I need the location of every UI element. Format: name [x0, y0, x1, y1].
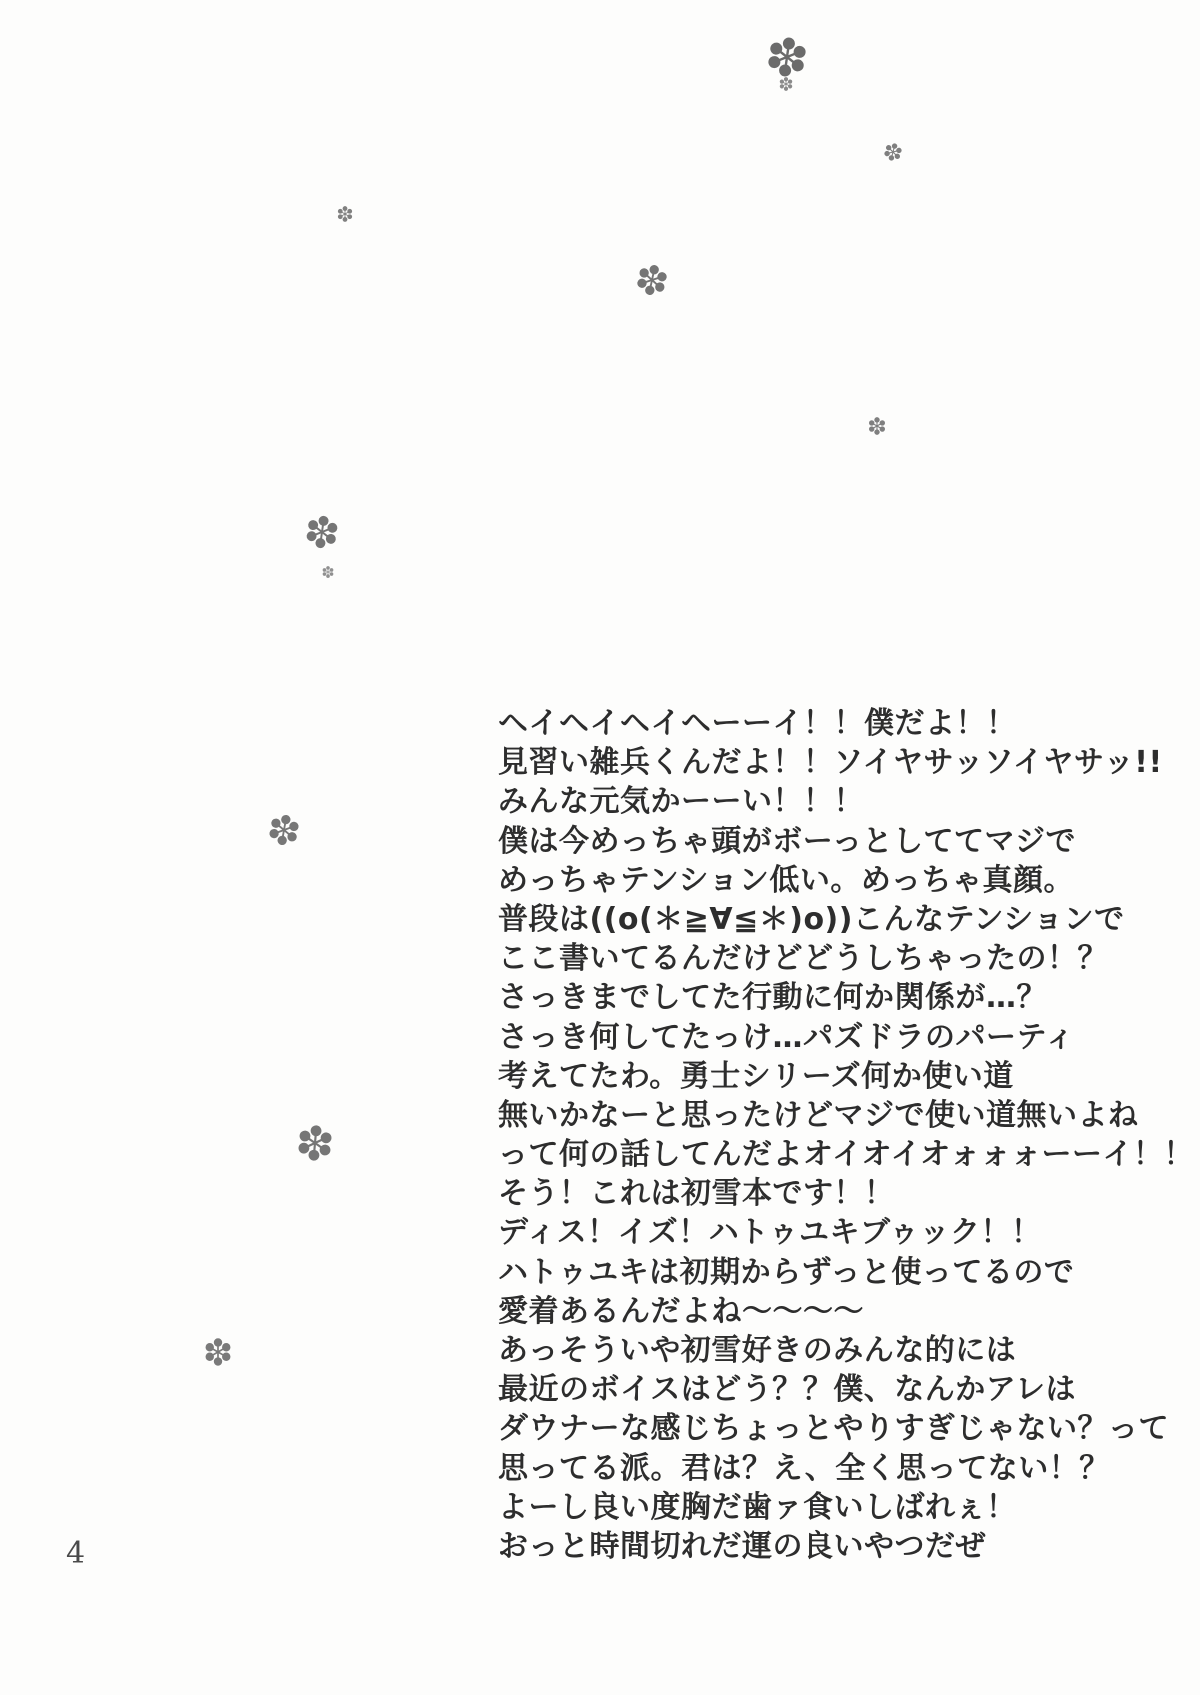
- afterword-line: そう！これは初雪本です！！: [498, 1176, 895, 1212]
- afterword-line: さっきまでしてた行動に何か関係が…？: [498, 980, 1047, 1016]
- snowflake-icon: [306, 516, 339, 549]
- afterword-line: みんな元気かーーい！！！: [498, 784, 864, 820]
- afterword-line: ダウナーな感じちょっとやりすぎじゃない？って: [498, 1411, 1169, 1447]
- afterword-line: ヘイヘイヘイヘーーイ！！僕だよ！！: [498, 706, 1017, 741]
- afterword-line: おっと時間切れだ運の良いやつだぜ: [498, 1528, 986, 1564]
- page-number: 4: [66, 1536, 86, 1571]
- snowflake-icon: [767, 37, 807, 77]
- snowflake-icon: [637, 265, 668, 296]
- snowflake-icon: [779, 77, 793, 91]
- snowflake-icon: [204, 1338, 232, 1366]
- snowflake-icon: [322, 566, 334, 578]
- afterword-line: 最近のボイスはどう？？僕、なんかアレは: [498, 1372, 1076, 1408]
- snowflake-icon: [868, 417, 886, 435]
- snowflake-icon: [269, 815, 300, 846]
- snowflake-icon: [337, 206, 353, 222]
- afterword-line: あっそういや初雪好きのみんな的には: [498, 1333, 1017, 1368]
- afterword-line: めっちゃテンション低い。めっちゃ真顔。: [498, 862, 1075, 898]
- snowflake-icon: [297, 1125, 333, 1161]
- afterword-line: ディス！イズ！ハトゥユキブゥック！！: [498, 1215, 1042, 1251]
- afterword-line: 僕は今めっちゃ頭がボーっとしててマジで: [498, 823, 1076, 859]
- afterword-line: ここ書いてるんだけどどうしちゃったの！？: [498, 941, 1108, 977]
- afterword-line: よーし良い度胸だ歯ァ食いしばれぇ！: [498, 1489, 1017, 1525]
- afterword-line: 普段は((o(＊≧∀≦＊)o))こんなテンションで: [498, 901, 1125, 937]
- afterword-line: さっき何してたっけ…パズドラのパーティ: [498, 1019, 1076, 1055]
- afterword-line: 思ってる派。君は？え、全く思ってない！？: [498, 1450, 1110, 1486]
- afterword-line: 考えてたわ。勇士シリーズ何か使い道: [498, 1058, 1014, 1094]
- snowflake-icon: [884, 143, 902, 161]
- afterword-line: 愛着あるんだよね～～～～: [498, 1293, 864, 1329]
- afterword-line: って何の話してんだよオイオイオォォォーーイ！！: [498, 1137, 1194, 1173]
- afterword-line: 見習い雑兵くんだよ！！ソイヤサッソイヤサッ!!: [498, 745, 1163, 781]
- afterword-line: 無いかなーと思ったけどマジで使い道無いよね: [498, 1097, 1139, 1133]
- afterword-line: ハトゥユキは初期からずっと使ってるので: [498, 1254, 1075, 1290]
- afterword-text: [498, 704, 1194, 1566]
